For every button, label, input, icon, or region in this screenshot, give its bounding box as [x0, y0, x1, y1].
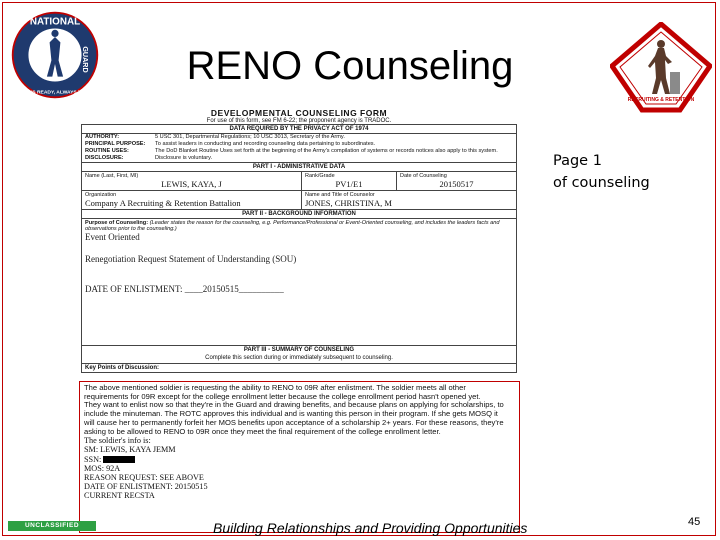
key-point-line: requirements for 09R except for the college enrollment letter because the college enrollment period hasn't opened yet. [84, 391, 481, 401]
page-note-line2: of counseling [553, 175, 650, 191]
privacy-row-key: ROUTINE USES: [85, 148, 129, 154]
privacy-act-header: DATA REQUIRED BY THE PRIVACY ACT OF 1974 [82, 125, 516, 134]
key-point-line: will cause her to permanently forfeit her MOS benefits upon acceptance of a scholarship 2+ years. For these reasons, they're [84, 417, 504, 427]
purpose-section [82, 219, 516, 345]
purpose-line-1: Event Oriented [85, 232, 140, 242]
redaction-bar [103, 456, 135, 463]
purpose-label: Purpose of Counseling: [85, 220, 149, 226]
counselor-label: Name and Title of Counselor [305, 192, 375, 198]
classification-banner: UNCLASSIFIED [8, 521, 96, 531]
rr-logo-text: RECRUITING & RETENTION [627, 97, 695, 103]
rank-value: PV1/E1 [335, 179, 363, 189]
date-label: Date of Counseling [400, 173, 447, 179]
key-point-line: include the minuteman. The ROTC approves this individual and is wanting this person in their program. If she gets MOSQ it [84, 409, 498, 419]
key-points-label: Key Points of Discussion: [82, 363, 516, 372]
purpose-line-3: DATE OF ENLISTMENT: ____20150515__________ [85, 284, 284, 294]
privacy-row [82, 155, 516, 162]
name-label: Name (Last, First, MI) [85, 173, 139, 179]
key-point-line: The above mentioned soldier is requesting the ability to RENO to 09R after enlistment. The soldier meets all other [84, 383, 466, 392]
privacy-row-value: Disclosure is voluntary. [155, 155, 213, 161]
key-point-line: They want to enlist now so that they're in the Guard and drawing benefits, and because plans on applying for scholarships, to [84, 400, 504, 410]
national-guard-logo [10, 10, 100, 100]
form-subtitle: For use of this form, see FM 6-22; the proponent agency is TRADOC. [206, 118, 392, 124]
admin-row-1 [82, 172, 516, 190]
slide-number: 45 [688, 516, 701, 528]
name-cell [82, 172, 302, 190]
ng-logo-bottom-text: ALWAYS READY, ALWAYS THERE [15, 90, 95, 96]
key-points-highlight [79, 381, 520, 533]
date-cell [397, 172, 516, 190]
counselor-value: JONES, CHRISTINA, M [305, 198, 392, 208]
privacy-row-value: The DoD Blanket Routine Uses set forth at the beginning of the Army's compilation of systems or records notices also apply to this system. [155, 148, 498, 154]
privacy-row-value: To assist leaders in conducting and recording counseling data pertaining to subordinates. [155, 141, 376, 147]
counseling-form [79, 104, 519, 532]
ng-logo-top-text: NATIONAL [29, 16, 81, 28]
info-line: REASON REQUEST: SEE ABOVE [84, 473, 204, 483]
info-line: MOS: 92A [84, 463, 121, 473]
privacy-row-key: AUTHORITY: [85, 134, 120, 140]
page-note [553, 150, 650, 194]
recruiting-retention-logo [610, 22, 712, 114]
info-line: CURRENT RECSTA [84, 491, 155, 501]
info-line: The soldier's info is: [84, 436, 151, 446]
part2-header: PART II - BACKGROUND INFORMATION [82, 209, 516, 219]
name-value: LEWIS, KAYA, J [161, 179, 222, 189]
privacy-row-key: PRINCIPAL PURPOSE: [85, 141, 146, 147]
privacy-row [82, 141, 516, 148]
organization-value: Company A Recruiting & Retention Battalion [85, 198, 241, 208]
footer-tagline: Building Relationships and Providing Opportunities [213, 520, 528, 536]
privacy-row [82, 148, 516, 155]
rank-cell [302, 172, 397, 190]
ssn-label: SSN: [84, 454, 102, 464]
purpose-line-2: Renegotiation Request Statement of Understanding (SOU) [85, 254, 297, 264]
form-title: DEVELOPMENTAL COUNSELING FORM [210, 108, 388, 118]
ng-logo-side-text: GUARD [80, 46, 90, 73]
privacy-row-value: 5 USC 301, Departmental Regulations; 10 USC 3013, Secretary of the Army. [155, 134, 345, 140]
purpose-hint: (Leader states the reason for the counseling, e.g. Performance/Professional or Event-Oriented counseling, and includes the leaders facts and observations prior to the counseling.) [85, 220, 500, 232]
info-line-ssn [84, 455, 515, 464]
organization-cell [82, 191, 302, 209]
part3-subtitle: Complete this section during or immediately subsequent to counseling. [205, 355, 393, 361]
form-table [81, 124, 517, 373]
slide-title: RENO Counseling [186, 44, 514, 88]
privacy-row [82, 134, 516, 141]
date-value: 20150517 [439, 179, 474, 189]
admin-row-2 [82, 190, 516, 209]
organization-label: Organization [85, 192, 117, 198]
counselor-cell [302, 191, 516, 209]
part3-header: PART III - SUMMARY OF COUNSELING [82, 345, 516, 354]
page-note-line1: Page 1 [553, 153, 602, 169]
key-point-line: asking to be allowed to RENO to 09R once they meet the final requirement of the college enrollment letter. [84, 426, 441, 436]
privacy-row-key: DISCLOSURE: [85, 155, 124, 161]
info-line: DATE OF ENLISTMENT: 20150515 [84, 482, 208, 492]
info-line: SM: LEWIS, KAYA JEMM [84, 445, 176, 455]
part1-header: PART I - ADMINISTRATIVE DATA [82, 162, 516, 172]
rank-label: Rank/Grade [305, 173, 335, 179]
